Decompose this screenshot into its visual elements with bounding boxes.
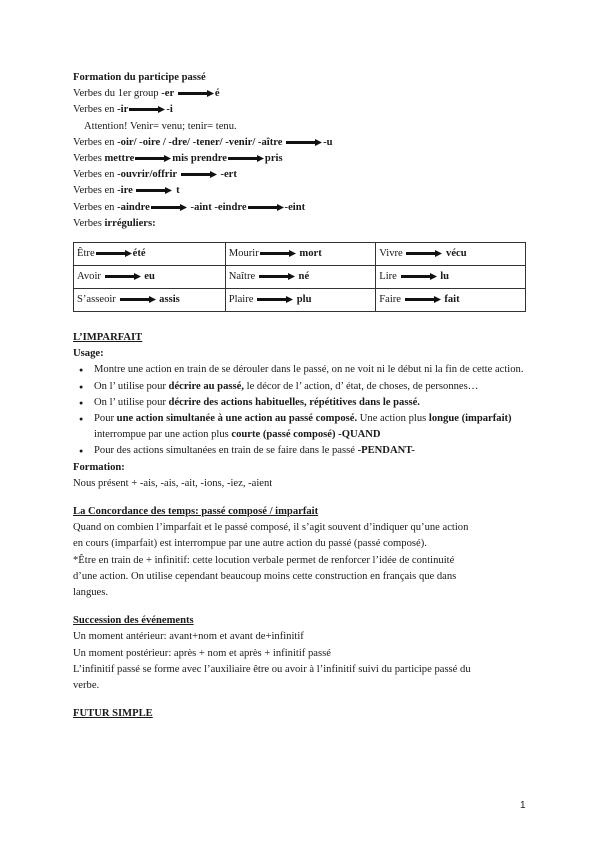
arrow-icon [260,250,296,257]
table-row [74,289,526,312]
arrow-icon [257,296,293,303]
table-cell: Vivre vécu [376,243,526,266]
usage-list [73,362,538,459]
arrow-icon [248,204,284,211]
list-item: ● On l’ utilise pour décrire au passé, le décor de l’ action, d’ état, de choses, de personnes… [92,379,538,395]
participe-title: Formation du participe passé [73,72,206,83]
rule-5: Verbes mettre mis prendre pris [73,153,283,165]
rule-6: Verbes en -ouvrir/offrir -ert [73,169,237,181]
table-cell: Être été [74,243,226,266]
arrow-icon [405,296,441,303]
arrow-icon [151,204,187,211]
arrow-icon [228,155,264,162]
list-item: ● Montre une action en train de se dérouler dans le passé, on ne voit ni le début ni la fin de cette action. [92,362,538,378]
arrow-icon [120,296,156,303]
formation-text: Nous présent + -ais, -ais, -ait, -ions, -iez, -aient [73,477,273,489]
list-item: ● On l’ utilise pour décrire des actions habituelles, répétitives dans le passé. [92,395,538,411]
list-item: ● Pour des actions simultanées en train de se faire dans le passé -PENDANT- [92,443,538,459]
document-page [73,70,538,723]
concordance-heading: La Concordance des temps: passé composé / imparfait [73,506,319,518]
table-cell: Avoir eu [74,266,226,289]
arrow-icon [135,155,171,162]
rule-7: Verbes en -ire t [73,185,180,197]
arrow-icon [136,187,172,194]
rule-9: Verbes irréguliers: [73,217,156,229]
arrow-icon [129,106,165,113]
table-cell: Plaire plu [225,289,375,312]
arrow-icon [401,273,437,280]
rule-2: Verbes en -ir -i [73,104,173,116]
succession-line: L’infinitif passé se forme avec l’auxiliaire être ou avoir à l’infinitif suivi du participe passé du [73,663,471,675]
arrow-icon [105,273,141,280]
list-item: ● Pour une action simultanée à une action au passé composé. Une action plus longue (imparfait) interrompue par une action plus courte (passé composé) -QUAND [92,411,538,443]
table-cell: Naître né [225,266,375,289]
concordance-line: en cours (imparfait) est interrompue par une autre action du passé (passé composé). [73,538,427,550]
table-row [74,266,526,289]
rule-4: Verbes en -oir/ -oire / -dre/ -tener/ -venir/ -aître -u [73,136,333,148]
concordance-line: *Être en train de + infinitif: cette locution verbale permet de renforcer l’idée de continuité [73,554,455,566]
arrow-icon [406,250,442,257]
arrow-icon [181,171,217,178]
arrow-icon [259,273,295,280]
concordance-line: d’une action. On utilise cependant beaucoup moins cette construction en français que dans [73,570,457,582]
imparfait-heading: L’IMPARFAIT [73,332,143,344]
page-number: 1 [520,800,526,811]
rule-1: Verbes du 1er group -er é [73,88,220,100]
concordance-line: langues. [73,587,109,599]
arrow-icon [286,139,322,146]
table-cell: Faire fait [376,289,526,312]
rule-8: Verbes en -aindre -aint -eindre -eint [73,201,306,213]
formation-label: Formation: [73,461,125,473]
succession-line: Un moment antérieur: avant+nom et avant de+infinitif [73,631,304,643]
succession-heading: Succession des événements [73,615,194,627]
concordance-line: Quand on combien l’imparfait et le passé composé, il s’agit souvent d’indiquer qu’une action [73,522,469,534]
succession-line: verbe. [73,680,100,692]
table-row [74,243,526,266]
table-cell: Mourir mort [225,243,375,266]
table-cell: S’asseoir assis [74,289,226,312]
futur-heading: FUTUR SIMPLE [73,708,153,720]
arrow-icon [96,250,132,257]
table-cell: Lire lu [376,266,526,289]
usage-label: Usage: [73,348,104,360]
rule-3-note: Attention! Venir= venu; tenir= tenu. [84,120,237,132]
succession-line: Un moment postérieur: après + nom et après + infinitif passé [73,647,331,659]
irregular-verbs-table [73,242,526,312]
arrow-icon [178,90,214,97]
